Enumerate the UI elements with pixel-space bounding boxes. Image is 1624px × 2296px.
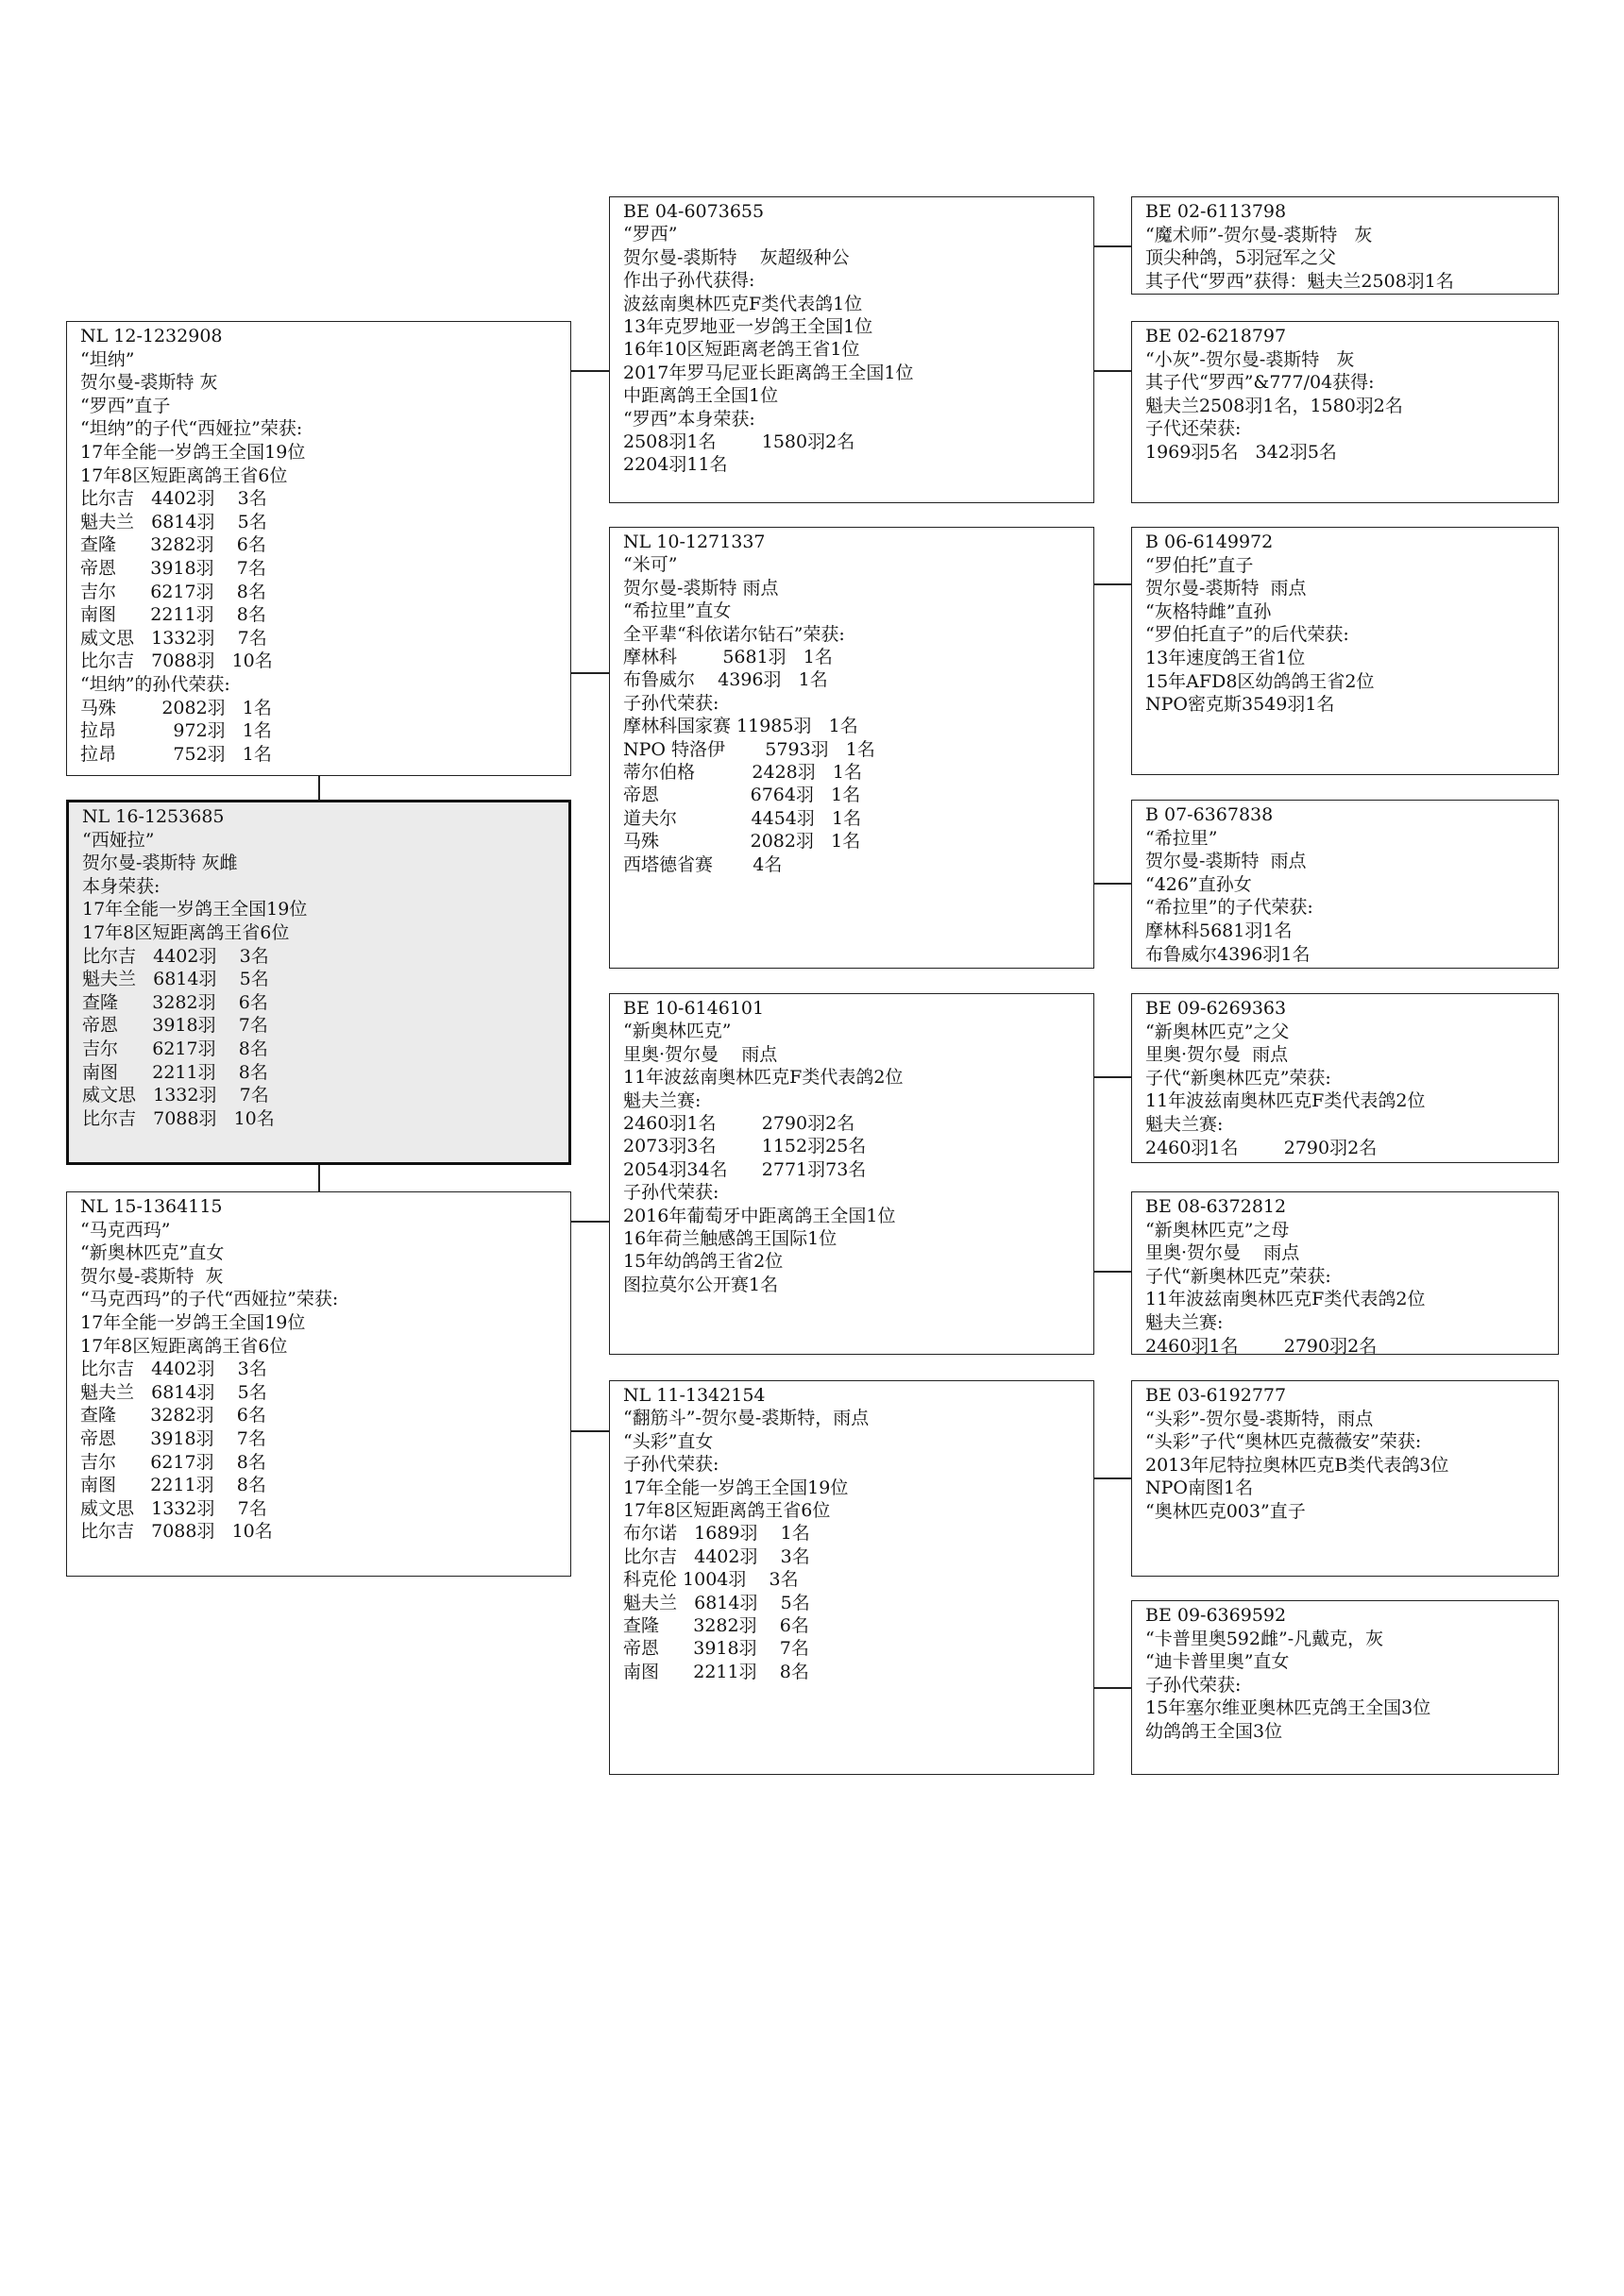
card-line: 南图 2211羽 8名 — [80, 1475, 266, 1496]
card-line: NPO南图1名 — [1145, 1477, 1254, 1499]
ring-number: NL 16-1253685 — [82, 806, 225, 827]
card-line: 贺尔曼-裘斯特 灰雌 — [82, 853, 238, 874]
card-line: 魁夫兰2508羽1名，1580羽2名 — [1145, 395, 1403, 416]
sire-dam-card — [609, 527, 1094, 969]
card-line: “希拉里”的子代荣获: — [1145, 897, 1313, 919]
card-line: “奥林匹克003”直子 — [1145, 1500, 1306, 1522]
card-line: 15年AFD8区幼鸽鸽王省2位 — [1145, 670, 1375, 692]
ring-number: BE 02-6113798 — [1145, 201, 1287, 222]
connector-ss-branch-b — [1094, 370, 1131, 372]
card-line: 里奥·贺尔曼 雨点 — [1145, 1044, 1289, 1066]
card-line: 贺尔曼-裘斯特 灰 — [80, 372, 218, 394]
card-line: 查隆 3282羽 6名 — [623, 1615, 809, 1637]
pigeon-name: “罗伯托”直子 — [1145, 554, 1254, 576]
card-line: 11年波兹南奥林匹克F类代表鸽2位 — [1145, 1289, 1426, 1310]
sire-card — [66, 321, 571, 776]
card-line: 摩林科国家赛 11985羽 1名 — [623, 716, 858, 737]
pigeon-name: “新奥林匹克”之母 — [1145, 1219, 1290, 1241]
ring-number: BE 09-6369592 — [1145, 1605, 1287, 1626]
card-line: 2204羽11名 — [623, 454, 728, 476]
card-line: 帝恩 6764羽 1名 — [623, 785, 861, 806]
card-line: 威文思 1332羽 7名 — [80, 1497, 267, 1519]
card-line: 贺尔曼-裘斯特 雨点 — [1145, 578, 1307, 599]
pigeon-name: “西娅拉” — [82, 829, 155, 851]
dam-sire-dam-card — [1131, 1191, 1559, 1355]
pigeon-name: “米可” — [623, 554, 678, 576]
card-line: 道夫尔 4454羽 1名 — [623, 807, 862, 829]
pigeon-name: “小灰”-贺尔曼-裘斯特 灰 — [1145, 348, 1355, 370]
card-line: 2460羽1名 2790羽2名 — [623, 1113, 855, 1135]
pigeon-name: “新奥林匹克” — [623, 1021, 732, 1042]
subject-card — [66, 800, 571, 1165]
card-line: 17年8区短距离鸽王省6位 — [80, 1335, 288, 1357]
ring-number: NL 15-1364115 — [80, 1196, 223, 1217]
card-line: 13年速度鸽王省1位 — [1145, 647, 1306, 668]
card-line: 威文思 1332羽 7名 — [82, 1085, 269, 1106]
card-line: 13年克罗地亚一岁鸽王全国1位 — [623, 316, 873, 338]
card-line: “新奥林匹克”直女 — [80, 1242, 225, 1264]
card-line: 子代还荣获: — [1145, 418, 1242, 440]
connector-sd-branch-b — [1094, 883, 1131, 885]
card-line: 南图 2211羽 8名 — [82, 1061, 268, 1083]
card-line: 里奥·贺尔曼 雨点 — [1145, 1242, 1300, 1264]
card-line: 查隆 3282羽 6名 — [80, 534, 266, 556]
card-line: 波兹南奥林匹克F类代表鸽1位 — [623, 293, 863, 314]
ring-number: BE 08-6372812 — [1145, 1196, 1287, 1217]
pigeon-name: “希拉里” — [1145, 827, 1218, 849]
card-line: 2013年尼特拉奥林匹克B类代表鸽3位 — [1145, 1454, 1449, 1476]
card-line: 2017年罗马尼亚长距离鸽王全国1位 — [623, 362, 914, 383]
card-line: 顶尖种鸽，5羽冠军之父 — [1145, 247, 1337, 269]
ring-number: NL 10-1271337 — [623, 532, 766, 552]
card-line: 2508羽1名 1580羽2名 — [623, 431, 855, 453]
card-line: 贺尔曼-裘斯特 灰 — [80, 1265, 224, 1287]
card-line: 17年全能一岁鸽王全国19位 — [80, 1311, 306, 1333]
card-line: 马殊 2082羽 1名 — [623, 831, 861, 853]
ring-number: BE 04-6073655 — [623, 201, 765, 222]
connector-dd-branch-b — [1094, 1687, 1131, 1689]
card-line: “头彩”直女 — [623, 1430, 714, 1452]
card-line: 其子代“罗西”&777/04获得: — [1145, 372, 1375, 394]
card-line: 魁夫兰赛: — [623, 1089, 702, 1111]
card-line: 吉尔 6217羽 8名 — [80, 1451, 266, 1473]
card-line: 吉尔 6217羽 8名 — [82, 1038, 268, 1059]
card-line: 2016年葡萄牙中距离鸽王全国1位 — [623, 1205, 896, 1226]
connector-ds-branch-a — [1094, 1076, 1131, 1078]
card-line: 中距离鸽王全国1位 — [623, 385, 779, 407]
card-line: 子孙代荣获: — [623, 1182, 719, 1204]
card-line: 威文思 1332羽 7名 — [80, 627, 267, 649]
connector-dam-branch-h — [571, 1221, 609, 1223]
card-line: 布尔诺 1689羽 1名 — [623, 1523, 810, 1545]
card-line: 查隆 3282羽 6名 — [80, 1405, 266, 1427]
pigeon-name: “马克西玛” — [80, 1219, 171, 1241]
card-line: 作出子孙代获得: — [623, 270, 755, 292]
dam-dam-dam-card — [1131, 1600, 1559, 1775]
card-line: 魁夫兰赛: — [1145, 1113, 1224, 1135]
card-line: “灰格特雌”直孙 — [1145, 600, 1272, 622]
card-line: 西塔德省赛 4名 — [623, 853, 783, 875]
card-line: 蒂尔伯格 2428羽 1名 — [623, 762, 862, 784]
card-line: 16年荷兰触感鸽王国际1位 — [623, 1228, 837, 1250]
connector-dd-branch-a — [1094, 1477, 1131, 1479]
card-line: NPO密克斯3549羽1名 — [1145, 694, 1335, 716]
card-line: 2073羽3名 1152羽25名 — [623, 1136, 867, 1157]
card-line: 南图 2211羽 8名 — [80, 604, 266, 626]
card-line: 1969羽5名 342羽5名 — [1145, 441, 1337, 463]
card-line: “希拉里”直女 — [623, 600, 732, 622]
sire-sire-card — [609, 196, 1094, 503]
card-line: 吉尔 6217羽 8名 — [80, 581, 266, 602]
dam-dam-card — [609, 1380, 1094, 1775]
card-line: “罗西”直子 — [80, 395, 171, 416]
pigeon-name: “罗西” — [623, 224, 678, 245]
card-line: 比尔吉 4402羽 3名 — [80, 1359, 267, 1380]
card-line: “迪卡普里奥”直女 — [1145, 1651, 1290, 1673]
card-line: 子孙代荣获: — [623, 1454, 719, 1476]
card-line: 魁夫兰 6814羽 5名 — [80, 1381, 267, 1403]
pigeon-name: “翻筋斗”-贺尔曼-裘斯特，雨点 — [623, 1408, 870, 1429]
card-line: 魁夫兰 6814羽 5名 — [80, 511, 267, 532]
card-line: 魁夫兰赛: — [1145, 1311, 1224, 1333]
card-line: 布鲁威尔4396羽1名 — [1145, 943, 1311, 965]
card-line: 11年波兹南奥林匹克F类代表鸽2位 — [623, 1067, 904, 1089]
card-line: 比尔吉 7088羽 10名 — [80, 1521, 273, 1543]
card-line: “罗伯托直子”的后代荣获: — [1145, 624, 1349, 646]
dam-card — [66, 1191, 571, 1577]
card-line: “426”直孙女 — [1145, 873, 1252, 895]
sire-dam-sire-card — [1131, 527, 1559, 775]
connector-sire-subject — [318, 776, 320, 800]
pigeon-name: “新奥林匹克”之父 — [1145, 1021, 1290, 1042]
ring-number: NL 12-1232908 — [80, 326, 223, 346]
card-line: 比尔吉 7088羽 10名 — [80, 650, 273, 672]
card-line: 帝恩 3918羽 7名 — [80, 557, 266, 579]
card-line: 比尔吉 4402羽 3名 — [623, 1545, 810, 1567]
connector-ds-branch-b — [1094, 1271, 1131, 1273]
card-line: 魁夫兰 6814羽 5名 — [82, 969, 269, 990]
card-line: 摩林科 5681羽 1名 — [623, 647, 833, 668]
card-line: 查隆 3282羽 6名 — [82, 991, 268, 1013]
card-line: 南图 2211羽 8名 — [623, 1661, 809, 1682]
card-line: 贺尔曼-裘斯特 雨点 — [1145, 851, 1307, 872]
card-line: 16年10区短距离老鸽王省1位 — [623, 339, 860, 361]
pigeon-name: “魔术师”-贺尔曼-裘斯特 灰 — [1145, 224, 1373, 245]
ring-number: BE 03-6192777 — [1145, 1385, 1287, 1406]
card-line: 2054羽34名 2771羽73名 — [623, 1158, 867, 1180]
card-line: 全平辈“科依诺尔钻石”荣获: — [623, 623, 845, 645]
card-line: 比尔吉 7088羽 10名 — [82, 1107, 275, 1129]
card-line: 子孙代荣获: — [1145, 1674, 1242, 1696]
card-line: NPO 特洛伊 5793羽 1名 — [623, 738, 875, 760]
card-line: 比尔吉 4402羽 3名 — [82, 945, 269, 967]
ring-number: B 06-6149972 — [1145, 532, 1274, 552]
card-line: 拉昂 752羽 1名 — [80, 743, 272, 765]
pigeon-name: “头彩”-贺尔曼-裘斯特，雨点 — [1145, 1408, 1374, 1429]
card-line: “坦纳”的子代“西娅拉”荣获: — [80, 418, 303, 440]
connector-sire-branch-h2 — [571, 672, 609, 674]
card-line: 其子代“罗西”获得：魁夫兰2508羽1名 — [1145, 270, 1454, 292]
card-line: 15年幼鸽鸽王省2位 — [623, 1251, 784, 1273]
card-line: 幼鸽鸽王全国3位 — [1145, 1720, 1283, 1742]
ring-number: BE 09-6269363 — [1145, 998, 1287, 1019]
connector-subject-dam — [318, 1165, 320, 1191]
card-line: 17年全能一岁鸽王全国19位 — [82, 899, 308, 920]
card-line: 帝恩 3918羽 7名 — [623, 1638, 809, 1660]
ring-number: BE 02-6218797 — [1145, 326, 1287, 346]
card-line: “坦纳”的孙代荣获: — [80, 673, 230, 695]
card-line: 17年8区短距离鸽王省6位 — [623, 1500, 831, 1522]
dam-sire-card — [609, 993, 1094, 1355]
ring-number: B 07-6367838 — [1145, 804, 1274, 825]
ring-number: BE 10-6146101 — [623, 998, 765, 1019]
dam-dam-sire-card — [1131, 1380, 1559, 1577]
card-line: 17年8区短距离鸽王省6位 — [82, 921, 290, 943]
card-line: 子代“新奥林匹克”荣获: — [1145, 1067, 1331, 1089]
card-line: “马克西玛”的子代“西娅拉”荣获: — [80, 1289, 339, 1310]
card-line: 贺尔曼-裘斯特 雨点 — [623, 577, 779, 599]
ring-number: NL 11-1342154 — [623, 1385, 766, 1406]
card-line: 子代“新奥林匹克”荣获: — [1145, 1265, 1331, 1287]
card-line: 拉昂 972羽 1名 — [80, 720, 272, 742]
card-line: 图拉莫尔公开赛1名 — [623, 1274, 779, 1295]
card-line: 帝恩 3918羽 7名 — [82, 1015, 268, 1037]
pigeon-name: “坦纳” — [80, 348, 135, 370]
card-line: 贺尔曼-裘斯特 灰超级种公 — [623, 246, 850, 268]
sire-sire-dam-card — [1131, 321, 1559, 503]
card-line: 布鲁威尔 4396羽 1名 — [623, 669, 828, 691]
card-line: 魁夫兰 6814羽 5名 — [623, 1592, 810, 1613]
card-line: 本身荣获: — [82, 875, 161, 897]
card-line: 11年波兹南奥林匹克F类代表鸽2位 — [1145, 1090, 1426, 1112]
sire-dam-dam-card — [1131, 800, 1559, 969]
card-line: 科克伦 1004羽 3名 — [623, 1569, 799, 1591]
pigeon-name: “卡普里奥592雌”-凡戴克，灰 — [1145, 1628, 1384, 1649]
card-line: 摩林科5681羽1名 — [1145, 920, 1293, 941]
card-line: 17年全能一岁鸽王全国19位 — [623, 1477, 849, 1498]
card-line: 17年全能一岁鸽王全国19位 — [80, 441, 306, 463]
connector-sire-branch-h — [571, 370, 609, 372]
card-line: “头彩”子代“奥林匹克薇薇安”荣获: — [1145, 1431, 1422, 1453]
card-line: 子孙代荣获: — [623, 692, 719, 714]
card-line: 里奥·贺尔曼 雨点 — [623, 1043, 778, 1065]
connector-dam-branch-h2 — [571, 1430, 609, 1432]
card-line: 马殊 2082羽 1名 — [80, 697, 272, 718]
card-line: 2460羽1名 2790羽2名 — [1145, 1335, 1378, 1355]
connector-ss-branch-a — [1094, 245, 1131, 247]
connector-sd-branch-a — [1094, 583, 1131, 585]
card-line: 2460羽1名 2790羽2名 — [1145, 1137, 1378, 1158]
card-line: 15年塞尔维亚奥林匹克鸽王全国3位 — [1145, 1697, 1431, 1719]
card-line: “罗西”本身荣获: — [623, 408, 755, 430]
card-line: 17年8区短距离鸽王省6位 — [80, 464, 288, 486]
dam-sire-sire-card — [1131, 993, 1559, 1163]
card-line: 比尔吉 4402羽 3名 — [80, 488, 267, 510]
card-line: 帝恩 3918羽 7名 — [80, 1427, 266, 1449]
sire-sire-sire-card — [1131, 196, 1559, 295]
